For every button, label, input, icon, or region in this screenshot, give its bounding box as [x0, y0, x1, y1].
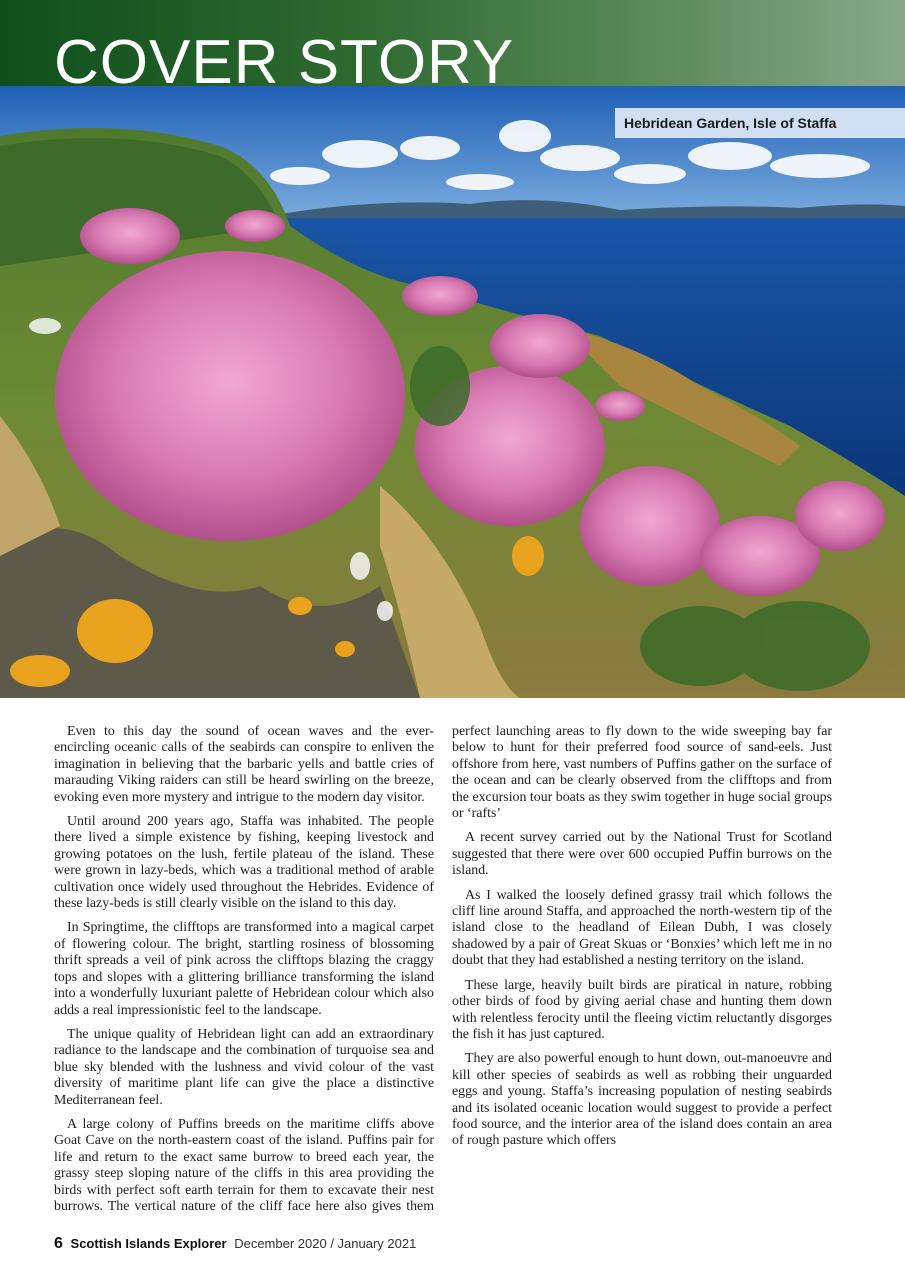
article-paragraph: In Springtime, the clifftops are transformed into a magical carpet of flowering colour. The bright, startling rosiness of blossoming thrift spreads a veil of pink across the clifftops blazing the craggy tops and slopes with a glittering brilliance transforming the island into a wonderfully luxuriant palette of Hebridean colour which also adds a real impressionistic feel to the landscape.	[54, 920, 434, 1018]
issue-date: December 2020 / January 2021	[234, 1236, 417, 1251]
article-paragraph: Even to this day the sound of ocean waves and the ever-encircling oceanic calls of the seabirds can conspire to enliven the imagination in believing that the barbaric yells and battle cries of marauding Viking raiders can still be heard swirling on the breeze, evoking even more mystery and intrigue to the modern day visitor.	[54, 724, 434, 805]
magazine-name: Scottish Islands Explorer	[70, 1236, 227, 1251]
article-body	[54, 724, 832, 1224]
article-paragraph: They are also powerful enough to hunt down, out-manoeuvre and kill other species of seabirds as well as robbing their unguarded eggs and young. Staffa’s increasing population of nesting seabirds and its isolated oceanic location would suggest to provide a perfect food source, and the interior area of the island does contain an area of rough pasture which offers	[452, 1051, 832, 1149]
photo-caption: Hebridean Garden, Isle of Staffa	[615, 108, 905, 138]
page-number: 6	[54, 1235, 63, 1252]
article-paragraph: A recent survey carried out by the National Trust for Scotland suggested that there were over 600 occupied Puffin burrows on the island.	[452, 830, 832, 879]
article-paragraph: These large, heavily built birds are piratical in nature, robbing other birds of food by giving aerial chase and hunting them down with relentless ferocity until the fleeing victim reluctantly disgorges the fish it has just captured.	[452, 977, 832, 1042]
page-footer	[54, 1235, 416, 1253]
hero-photo	[0, 86, 905, 698]
article-paragraph: A large colony of Puffins breeds on the maritime cliffs above Goat Cave on the north-eastern coast of the island. Puffins pair for life and return to the exact same burrow to breed each year, the grassy steep sloping nature of the cliffs in this area providing the birds with perfect soft earth terrain for them to excavate their nest burrows. The vertical nature of the cliff face here also gives them perfect launching areas to fly down to the wide sweeping bay far below to hunt for their preferred food source of sand-eels. Just offshore from here, vast numbers of Puffins gather on the surface of the ocean and can be clearly observed from the clifftops and from the excursion tour boats as they swim together in huge social groups or ‘rafts’	[54, 724, 832, 1214]
article-paragraph: Until around 200 years ago, Staffa was inhabited. The people there lived a simple existence by fishing, keeping livestock and growing potatoes on the lush, fertile plateau of the island. These were grown in lazy-beds, which was a traditional method of arable cultivation once widely used throughout the Hebrides. Evidence of these lazy-beds is still clearly visible on the island to this day.	[54, 814, 434, 912]
article-paragraph: As I walked the loosely defined grassy trail which follows the cliff line around Staffa, and approached the north-western tip of the island close to the headland of Eilean Dubh, I was closely shadowed by a pair of Great Skuas or ‘Bonxies’ which left me in no doubt that they had established a nesting territory on the island.	[452, 887, 832, 969]
landscape-photo-illustration	[0, 86, 905, 698]
section-title: COVER STORY	[54, 28, 515, 97]
article-paragraph: The unique quality of Hebridean light can add an extraordinary radiance to the landscape and the combination of turquoise sea and blue sky blended with the lushness and vivid colour of the vast diversity of maritime plant life can give the place a distinctive Mediterranean feel.	[54, 1026, 434, 1108]
